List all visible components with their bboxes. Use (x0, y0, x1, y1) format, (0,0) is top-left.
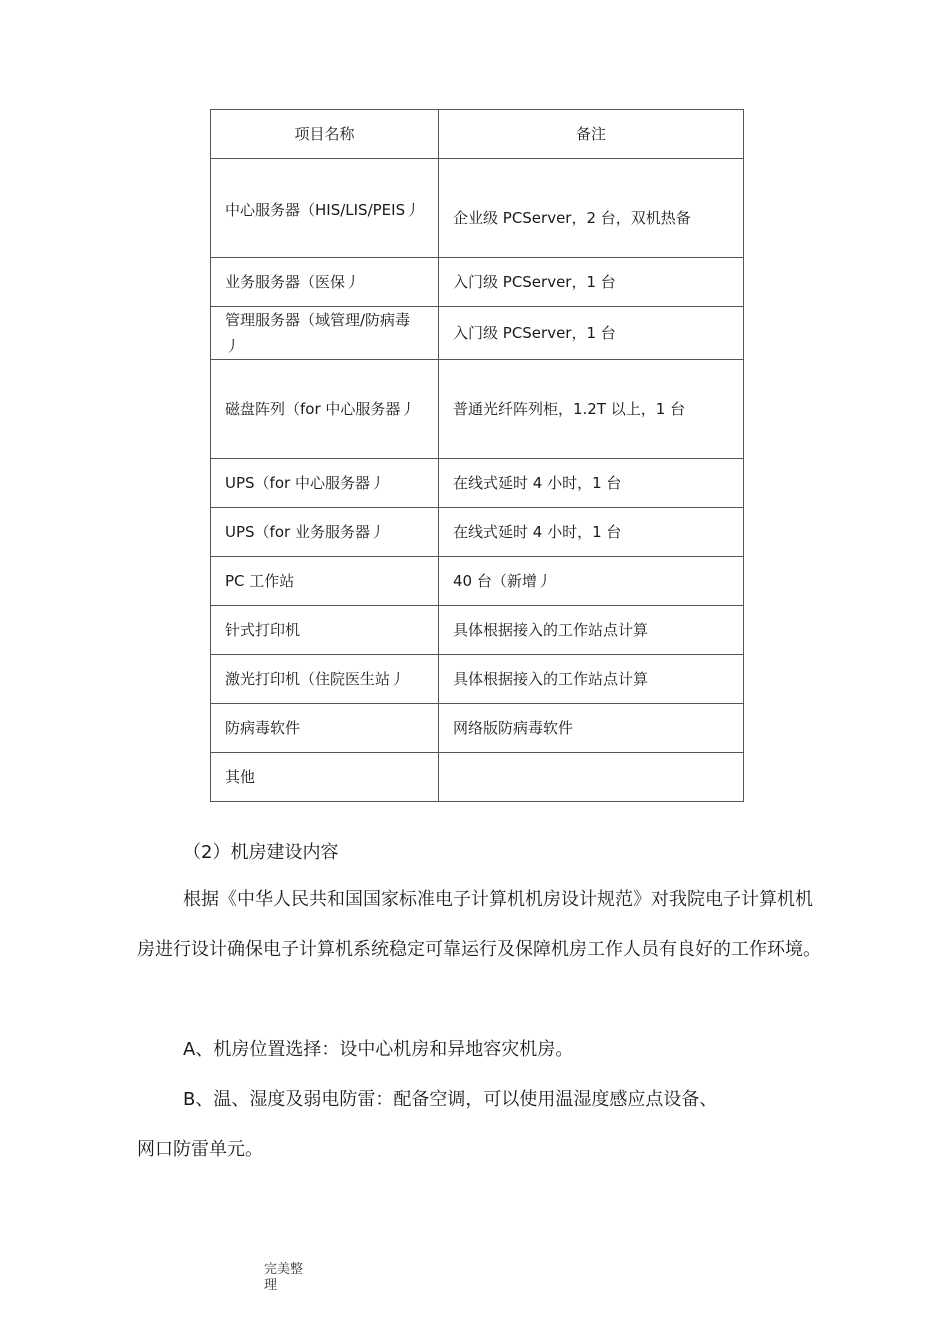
item-name: 管理服务器（域管理/防病毒丿 (211, 307, 439, 360)
header-remark: 备注 (439, 110, 744, 159)
table-row (211, 159, 744, 258)
table-row (211, 655, 744, 704)
item-name: 激光打印机（住院医生站丿 (211, 655, 439, 704)
item-note: 企业级 PCServer，2 台，双机热备 (439, 159, 744, 258)
table-header-row (211, 110, 744, 159)
item-note: 具体根据接入的工作站点计算 (439, 606, 744, 655)
item-name: 中心服务器（HIS/LIS/PEIS丿 (211, 159, 439, 258)
section-heading: （2）机房建设内容 (183, 842, 339, 863)
item-note: 普通光纤阵列柜，1.2T 以上，1 台 (439, 360, 744, 459)
table-row (211, 459, 744, 508)
item-note: 网络版防病毒软件 (439, 704, 744, 753)
item-note (439, 753, 744, 802)
table-row (211, 606, 744, 655)
table-row (211, 508, 744, 557)
table-row (211, 557, 744, 606)
item-name: 针式打印机 (211, 606, 439, 655)
item-name: 磁盘阵列（for 中心服务器丿 (211, 360, 439, 459)
table-row (211, 307, 744, 360)
item-note: 入门级 PCServer，1 台 (439, 307, 744, 360)
item-name: 其他 (211, 753, 439, 802)
item-name: UPS（for 业务服务器丿 (211, 508, 439, 557)
item-note: 入门级 PCServer，1 台 (439, 258, 744, 307)
footer-note: 完美整理 (264, 1262, 304, 1293)
table-row (211, 704, 744, 753)
table-row (211, 360, 744, 459)
item-name: 防病毒软件 (211, 704, 439, 753)
item-note: 40 台（新增丿 (439, 557, 744, 606)
paragraph-environment: B、温、湿度及弱电防雷：配备空调，可以使用温湿度感应点设备、网口防雷单元。 (137, 1089, 718, 1160)
item-note: 具体根据接入的工作站点计算 (439, 655, 744, 704)
item-name: 业务服务器（医保丿 (211, 258, 439, 307)
item-note: 在线式延时 4 小时，1 台 (439, 508, 744, 557)
table-row (211, 753, 744, 802)
header-item-name: 项目名称 (211, 110, 439, 159)
item-name: UPS（for 中心服务器丿 (211, 459, 439, 508)
item-note: 在线式延时 4 小时，1 台 (439, 459, 744, 508)
paragraph-location: A、机房位置选择：设中心机房和异地容灾机房。 (183, 1039, 574, 1060)
equipment-table (210, 109, 744, 802)
paragraph-standard: 根据《中华人民共和国国家标准电子计算机机房设计规范》对我院电子计算机机房进行设计确保电子计算机系统稳定可靠运行及保障机房工作人员有良好的工作环境。 (137, 889, 821, 960)
item-name: PC 工作站 (211, 557, 439, 606)
table-row (211, 258, 744, 307)
